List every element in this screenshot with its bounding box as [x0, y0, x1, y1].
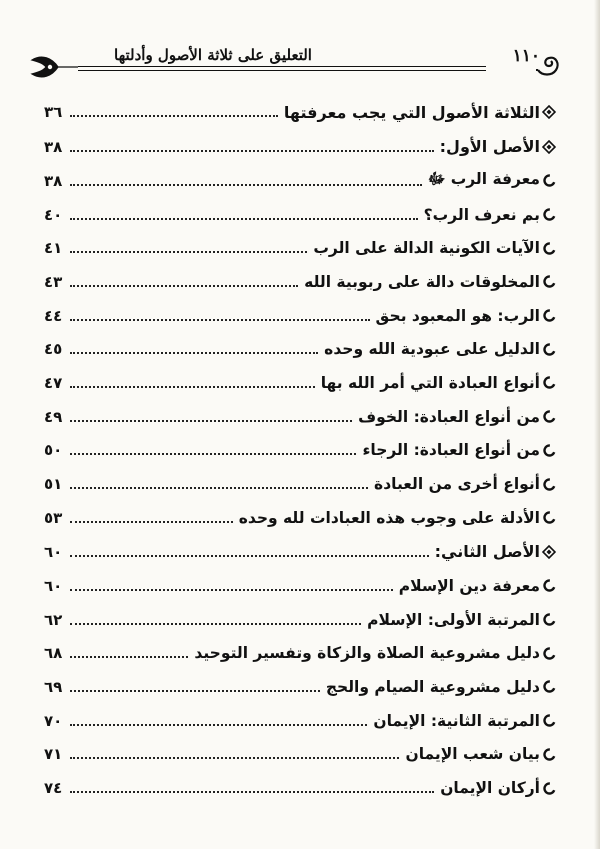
toc-entry-title-wrap [66, 169, 540, 192]
toc-entry-page: ٤٤ [44, 306, 63, 325]
crescent-bullet-icon [540, 748, 558, 761]
toc-entry-title-wrap [66, 542, 540, 561]
toc-entry [44, 535, 558, 570]
toc-entry-title: أنواع أخرى من العبادة [374, 475, 540, 494]
dot-leader [70, 352, 318, 354]
toc-entry [44, 400, 558, 434]
toc-entry-title: المخلوقات دالة على ربوبية الله [304, 272, 540, 291]
crescent-bullet-icon [540, 714, 558, 727]
toc-entry-title-wrap [66, 273, 540, 291]
toc-entry [44, 434, 558, 468]
toc-entry-page: ٥١ [44, 475, 63, 494]
toc-entry-title: من أنواع العبادة: الخوف [358, 407, 540, 426]
toc-entry-title: الأصل الثاني: [434, 542, 540, 562]
dot-leader [70, 184, 422, 186]
dot-leader [70, 150, 434, 152]
dot-leader [70, 115, 278, 117]
toc-entry-page: ٤٠ [44, 205, 63, 224]
dot-leader [70, 487, 368, 489]
toc-entry-title: بم نعرف الرب؟ [423, 205, 540, 224]
crescent-bullet-icon [540, 343, 558, 356]
toc-entry-title-wrap [66, 408, 540, 426]
toc-entry-title-wrap [66, 239, 540, 257]
dot-leader [70, 724, 367, 726]
toc-entry [44, 501, 558, 535]
header-rule [78, 66, 486, 67]
toc-entry [44, 569, 558, 603]
running-title: التعليق على ثلاثة الأصول وأدلتها [114, 46, 312, 64]
toc-entry-title: المرتبة الثانية: الإيمان [373, 711, 540, 730]
toc-entry-title: الأدلة على وجوب هذه العبادات لله وحده [238, 508, 540, 527]
toc-entry-page: ٣٦ [44, 103, 63, 122]
crescent-bullet-icon [540, 174, 558, 187]
toc-entry [44, 636, 558, 670]
toc-entry-title: الدليل على عبودية الله وحده [324, 340, 540, 359]
toc-entry-page: ٥٣ [44, 508, 63, 527]
toc-entry-page: ٤٥ [44, 340, 63, 359]
toc-entry-title: معرفة دين الإسلام [398, 576, 540, 595]
toc-entry [44, 771, 558, 805]
toc-entry-title-wrap [66, 340, 540, 358]
toc-entry-page: ٦٢ [44, 610, 63, 629]
diamond-bullet-icon [540, 105, 558, 119]
toc-entry-title: معرفة الرب ﷻ [427, 170, 540, 189]
toc-entry [44, 130, 558, 165]
toc-entry [44, 198, 558, 232]
toc-entry-title: أركان الإيمان [440, 779, 540, 798]
dot-leader [70, 319, 370, 321]
dot-leader [70, 656, 188, 658]
toc-entry-title: الآيات الكونية الدالة على الرب [313, 239, 540, 258]
toc-entry-page: ٤٩ [44, 407, 63, 426]
toc-entry-title-wrap [66, 509, 540, 527]
crescent-bullet-icon [540, 647, 558, 660]
toc-entry-page: ٧٠ [44, 711, 63, 730]
toc-entry [44, 603, 558, 637]
crescent-bullet-icon [540, 782, 558, 795]
toc-entry-page: ٤١ [44, 239, 63, 258]
toc-entry [44, 738, 558, 772]
toc-entry-title-wrap [66, 644, 540, 662]
toc-entry-page: ٣٨ [44, 171, 63, 190]
toc-entry-title-wrap [66, 712, 540, 730]
toc-entry [44, 366, 558, 400]
header-rule-thin [78, 70, 486, 71]
toc-entry [44, 670, 558, 704]
toc-entry-title-wrap [66, 779, 540, 797]
toc-entry-title: الرب: هو المعبود بحق [375, 306, 540, 325]
toc-entry-title: الأصل الأول: [439, 137, 540, 157]
toc-entry-title: أنواع العبادة التي أمر الله بها [320, 373, 540, 392]
page-header [28, 40, 566, 84]
toc-entry [44, 95, 558, 130]
dot-leader [70, 251, 307, 253]
page-edge [594, 0, 600, 849]
crescent-bullet-icon [540, 579, 558, 592]
toc-entry-title-wrap [66, 577, 540, 595]
toc-entry-page: ٦٨ [44, 644, 63, 663]
dot-leader [70, 623, 361, 625]
arrow-ornament-icon [28, 50, 80, 84]
toc-entry-title-wrap [66, 678, 540, 696]
crescent-bullet-icon [540, 208, 558, 221]
toc-entry-title-wrap [66, 103, 540, 122]
diamond-bullet-icon [540, 140, 558, 154]
toc-entry-title-wrap [66, 441, 540, 459]
crescent-bullet-icon [540, 242, 558, 255]
toc-entry [44, 332, 558, 366]
scroll-ornament-icon [536, 46, 566, 80]
toc-entry-title-wrap [66, 137, 540, 156]
crescent-bullet-icon [540, 410, 558, 423]
toc-entry [44, 164, 558, 198]
toc-entry [44, 467, 558, 501]
dot-leader [70, 757, 399, 759]
toc-entry-title-wrap [66, 745, 540, 763]
dot-leader [70, 589, 393, 591]
table-of-contents [44, 95, 558, 805]
crescent-bullet-icon [540, 275, 558, 288]
toc-entry-title: بيان شعب الإيمان [405, 745, 540, 764]
dot-leader [70, 791, 434, 793]
dot-leader [70, 285, 298, 287]
toc-entry-title-wrap [66, 206, 540, 224]
crescent-bullet-icon [540, 376, 558, 389]
toc-entry-page: ٤٧ [44, 373, 63, 392]
toc-entry-title: دليل مشروعية الصلاة والزكاة وتفسير التوحيد [194, 644, 540, 663]
dot-leader [70, 690, 320, 692]
toc-entry-title: الثلاثة الأصول التي يجب معرفتها [283, 102, 540, 122]
crescent-bullet-icon [540, 613, 558, 626]
toc-entry-page: ٥٠ [44, 441, 63, 460]
dot-leader [70, 453, 356, 455]
toc-entry [44, 265, 558, 299]
dot-leader [70, 521, 233, 523]
crescent-bullet-icon [540, 309, 558, 322]
toc-entry-page: ٧١ [44, 745, 63, 764]
dot-leader [70, 420, 352, 422]
diamond-bullet-icon [540, 545, 558, 559]
toc-entry-title-wrap [66, 374, 540, 392]
crescent-bullet-icon [540, 511, 558, 524]
crescent-bullet-icon [540, 478, 558, 491]
crescent-bullet-icon [540, 680, 558, 693]
toc-entry-title: المرتبة الأولى: الإسلام [367, 610, 540, 629]
page-number: ١١٠ [512, 46, 540, 66]
toc-entry-page: ٦٩ [44, 677, 63, 696]
toc-entry [44, 299, 558, 333]
dot-leader [70, 555, 429, 557]
dot-leader [70, 386, 315, 388]
toc-entry-page: ٦٠ [44, 542, 63, 561]
toc-entry-page: ٦٠ [44, 576, 63, 595]
toc-entry [44, 231, 558, 265]
toc-entry-title-wrap [66, 307, 540, 325]
toc-entry-title-wrap [66, 611, 540, 629]
toc-entry-title: من أنواع العبادة: الرجاء [362, 441, 540, 460]
dot-leader [70, 218, 418, 220]
crescent-bullet-icon [540, 444, 558, 457]
toc-entry-title-wrap [66, 475, 540, 493]
toc-entry-page: ٣٨ [44, 137, 63, 156]
toc-entry-page: ٧٤ [44, 779, 63, 798]
toc-entry [44, 704, 558, 738]
toc-entry-title: دليل مشروعية الصيام والحج [325, 677, 540, 696]
toc-entry-page: ٤٣ [44, 272, 63, 291]
